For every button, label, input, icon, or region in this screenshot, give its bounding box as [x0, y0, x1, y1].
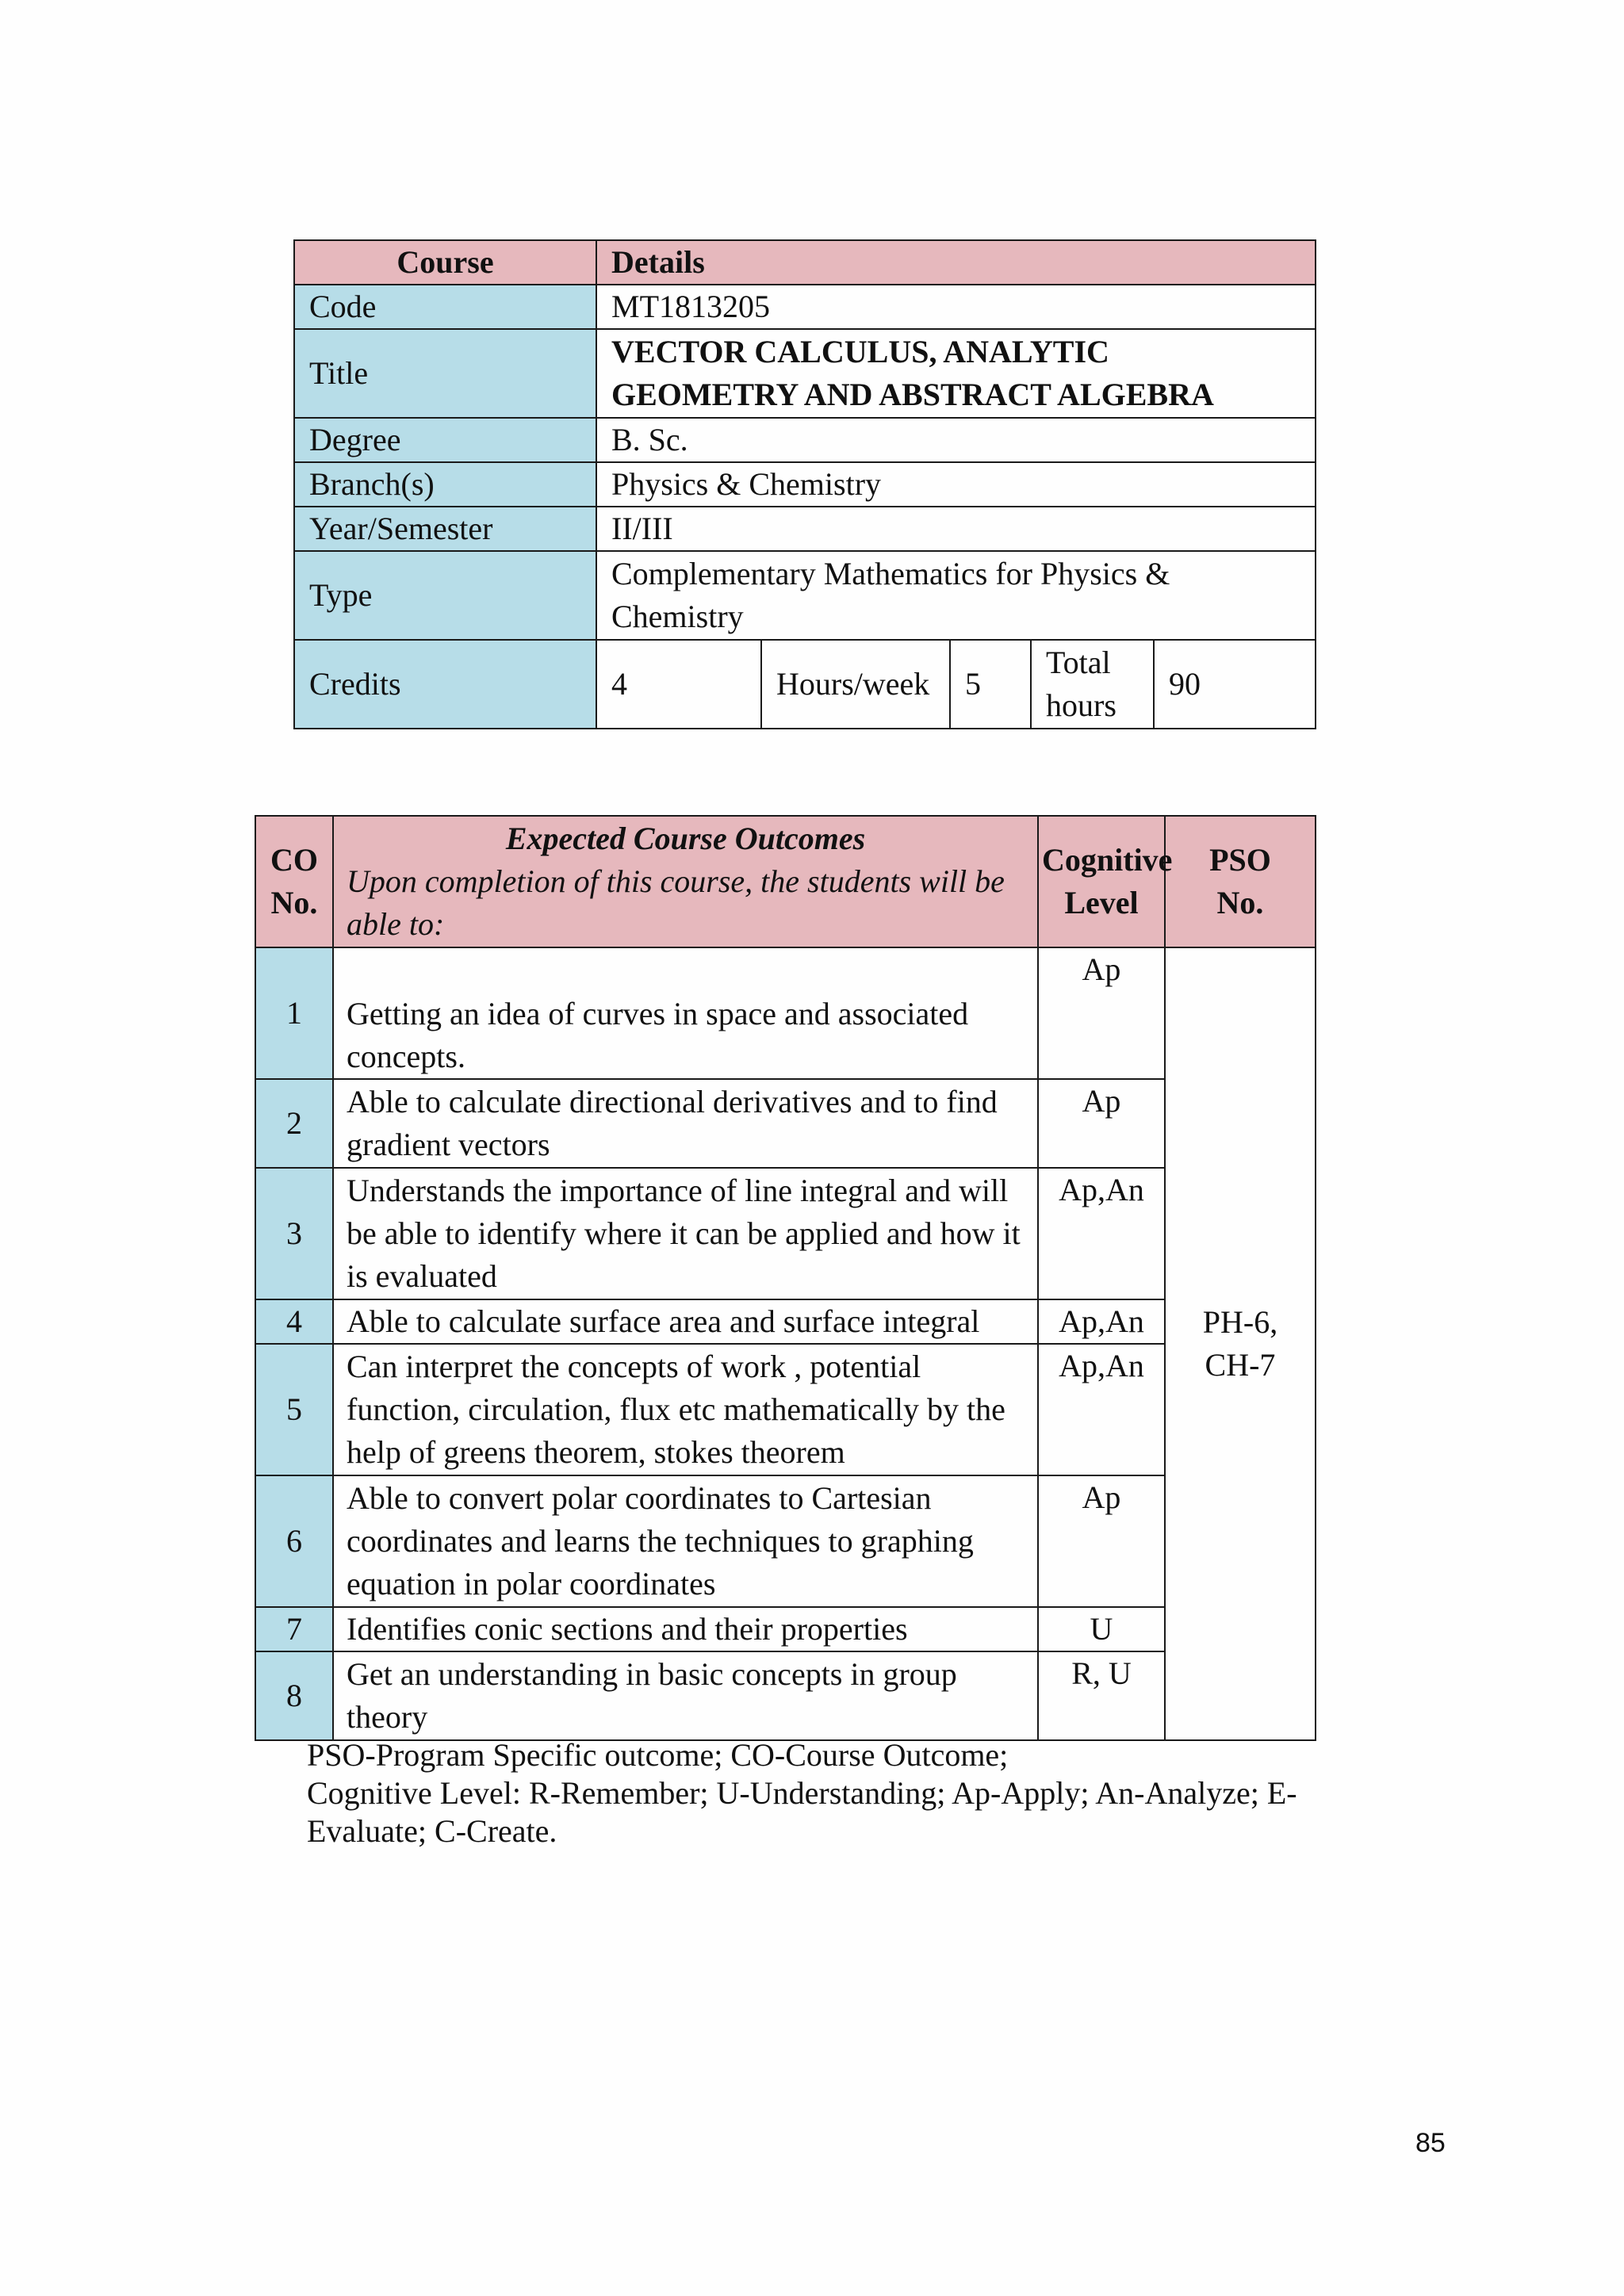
credits-label: Credits [294, 640, 596, 729]
co-number: 1 [255, 947, 333, 1079]
hours-week-value: 5 [950, 640, 1031, 729]
co-outcome: Able to calculate surface area and surface integral [333, 1299, 1038, 1344]
co-number: 7 [255, 1607, 333, 1651]
table-row [255, 1344, 1316, 1475]
outcomes-header [333, 816, 1038, 947]
co-number: 5 [255, 1344, 333, 1475]
table-row [255, 1168, 1316, 1299]
type-label: Type [294, 551, 596, 640]
course-outcomes-table [255, 815, 1316, 1741]
co-level: U [1038, 1607, 1165, 1651]
co-level: Ap [1038, 1475, 1165, 1607]
hours-week-label: Hours/week [761, 640, 950, 729]
title-label: Title [294, 329, 596, 418]
code-value: MT1813205 [596, 285, 1316, 329]
table-row [255, 947, 1316, 1079]
course-details-table [293, 239, 1316, 729]
table-row [255, 1475, 1316, 1607]
co-level: Ap [1038, 1079, 1165, 1168]
credits-value: 4 [596, 640, 761, 729]
co-level: Ap [1038, 947, 1165, 1079]
footnote-cognitive-levels: Cognitive Level: R-Remember; U-Understanding; Ap-Apply; An-Analyze; E-Evaluate; C-Create. [307, 1775, 1297, 1849]
footnotes [307, 1736, 1338, 1850]
code-label: Code [294, 285, 596, 329]
co-number: 8 [255, 1651, 333, 1740]
co-outcome: Can interpret the concepts of work , potential function, circulation, flux etc mathematically by the help of greens theorem, stokes theorem [333, 1344, 1038, 1475]
pso-value: PH-6, CH-7 [1165, 947, 1316, 1740]
co-level: Ap,An [1038, 1299, 1165, 1344]
co-number: 4 [255, 1299, 333, 1344]
degree-label: Degree [294, 418, 596, 462]
co-level: Ap,An [1038, 1344, 1165, 1475]
footnote-pso-co: PSO-Program Specific outcome; CO-Course Outcome; [307, 1737, 1009, 1773]
pso-no-header: PSO No. [1165, 816, 1316, 947]
co-outcome: Identifies conic sections and their properties [333, 1607, 1038, 1651]
co-level: Ap,An [1038, 1168, 1165, 1299]
co-outcome: Able to convert polar coordinates to Cartesian coordinates and learns the techniques to graphing equation in polar coordinates [333, 1475, 1038, 1607]
co-outcome: Get an understanding in basic concepts in group theory [333, 1651, 1038, 1740]
table-row [255, 1079, 1316, 1168]
title-value [596, 329, 1316, 418]
title-line-2: GEOMETRY AND ABSTRACT ALGEBRA [611, 377, 1214, 412]
cognitive-level-header: Cognitive Level [1038, 816, 1165, 947]
co-outcome: Able to calculate directional derivatives and to find gradient vectors [333, 1079, 1038, 1168]
page-number: 85 [1415, 2128, 1446, 2158]
type-value: Complementary Mathematics for Physics & Chemistry [596, 551, 1316, 640]
total-hours-value: 90 [1154, 640, 1316, 729]
course-header: Course [294, 240, 596, 285]
table-row [255, 1651, 1316, 1740]
co-number: 3 [255, 1168, 333, 1299]
table-row [255, 1299, 1316, 1344]
year-semester-label: Year/Semester [294, 507, 596, 551]
table-row [255, 1607, 1316, 1651]
co-outcome: Understands the importance of line integral and will be able to identify where it can be applied and how it is evaluated [333, 1168, 1038, 1299]
total-hours-label: Total hours [1031, 640, 1154, 729]
outcomes-header-subtitle: Upon completion of this course, the students will be able to: [347, 863, 1005, 942]
co-number: 2 [255, 1079, 333, 1168]
year-semester-value: II/III [596, 507, 1316, 551]
degree-value: B. Sc. [596, 418, 1316, 462]
co-number: 6 [255, 1475, 333, 1607]
outcomes-header-title: Expected Course Outcomes [505, 821, 866, 856]
co-no-header: CO No. [255, 816, 333, 947]
branch-value: Physics & Chemistry [596, 462, 1316, 507]
co-level: R, U [1038, 1651, 1165, 1740]
title-line-1: VECTOR CALCULUS, ANALYTIC [611, 334, 1109, 369]
co-outcome: Getting an idea of curves in space and associated concepts. [333, 947, 1038, 1079]
branch-label: Branch(s) [294, 462, 596, 507]
details-header: Details [596, 240, 1316, 285]
